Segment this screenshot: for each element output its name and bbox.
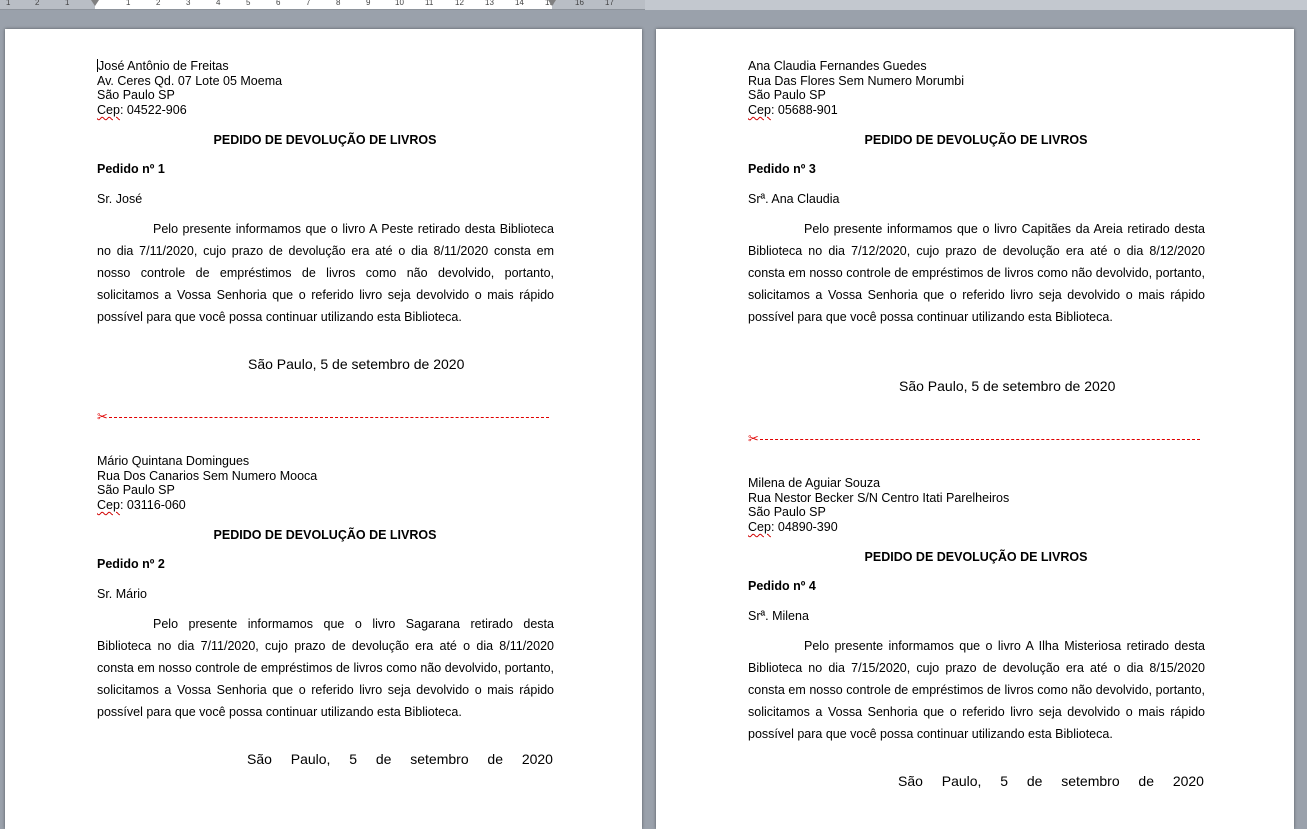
- recipient-name: Milena de Aguiar Souza: [748, 476, 881, 490]
- cep-value: : 05688-901: [770, 102, 838, 117]
- salutation: Srª. Milena: [748, 609, 809, 623]
- ruler-number: 16: [575, 0, 584, 7]
- ruler-number: 13: [485, 0, 494, 7]
- recipient-name: José Antônio de Freitas: [98, 59, 229, 73]
- cep-value: : 04890-390: [770, 519, 838, 534]
- recipient-street: Rua Nestor Becker S/N Centro Itati Parelheiros: [748, 490, 1010, 505]
- letter-title: PEDIDO DE DEVOLUÇÃO DE LIVROS: [864, 550, 1088, 564]
- cep-value: : 03116-060: [119, 497, 186, 512]
- ruler-number: 5: [246, 0, 251, 7]
- recipient-name: Mário Quintana Domingues: [97, 454, 250, 468]
- ruler-right-margin: [552, 0, 645, 9]
- cut-line: [97, 411, 549, 423]
- date-word: de: [375, 751, 392, 767]
- scissors-icon: ✂: [97, 409, 108, 424]
- salutation: Sr. Mário: [97, 587, 148, 601]
- cep-label: Cep: [748, 519, 771, 534]
- order-number: Pedido nº 4: [748, 579, 816, 593]
- recipient-city: São Paulo SP: [97, 483, 175, 498]
- ruler-left-margin: [0, 0, 95, 9]
- ruler-number: 2: [35, 0, 40, 7]
- ruler-number: 15: [545, 0, 554, 7]
- ruler-number: 17: [605, 0, 614, 7]
- letter-date: [748, 773, 1204, 789]
- date-word: 5: [1000, 773, 1009, 789]
- ruler-number: 8: [336, 0, 341, 7]
- date-word: setembro: [1061, 773, 1120, 789]
- letter-body: Pelo presente informamos que o livro Capitães da Areia retirado desta Biblioteca no dia 7/12/2020, cujo prazo de devolução era até o dia 8/12/2020 consta em nosso controle de empréstimos de livros como não devolvido, portanto, solicitamos a Vossa Senhoria que o referido livro seja devolvido o mais rápido possível para que você possa continuar utilizando esta Biblioteca.: [748, 222, 1205, 324]
- date-word: 2020: [521, 751, 553, 767]
- ruler-number: 4: [216, 0, 221, 7]
- letter-date: [97, 751, 553, 767]
- date-word: São: [898, 773, 923, 789]
- letter-body: Pelo presente informamos que o livro A Peste retirado desta Biblioteca no dia 7/11/2020, cujo prazo de devolução era até o dia 8/11/2020 consta em nosso controle de empréstimos de livros como não devolvido, portanto, solicitamos a Vossa Senhoria que o referido livro seja devolvido o mais rápido possível para que você possa continuar utilizando esta Biblioteca.: [97, 222, 554, 324]
- ruler-number: 1: [126, 0, 131, 7]
- address-block: [748, 59, 964, 117]
- cep-value: : 04522-906: [119, 102, 187, 117]
- ruler-number: 9: [366, 0, 371, 7]
- recipient-city: São Paulo SP: [748, 505, 826, 520]
- recipient-name: Ana Claudia Fernandes Guedes: [748, 59, 927, 73]
- ruler-number: 14: [515, 0, 524, 7]
- date-word: de: [487, 751, 503, 767]
- recipient-street: Rua Dos Canarios Sem Numero Mooca: [97, 468, 318, 483]
- cep-label: Cep: [97, 102, 120, 117]
- ruler-gray-area: [645, 0, 1307, 10]
- letter-body: Pelo presente informamos que o livro A Ilha Misteriosa retirado desta Biblioteca no dia 7/15/2020, cujo prazo de devolução era até o dia 8/15/2020 consta em nosso controle de empréstimos de livros como não devolvido, portanto, solicitamos a Vossa Senhoria que o referido livro seja devolvido o mais rápido possível para que você possa continuar utilizando esta Biblioteca.: [748, 639, 1205, 741]
- letter-body: Pelo presente informamos que o livro Sagarana retirado desta Biblioteca no dia 7/11/2020, cujo prazo de devolução era até o dia 8/11/2020 consta em nosso controle de empréstimos de livros como não devolvido, portanto, solicitamos a Vossa Senhoria que o referido livro seja devolvido o mais rápido possível para que você possa continuar utilizando esta Biblioteca.: [97, 617, 554, 719]
- letter-date: São Paulo, 5 de setembro de 2020: [899, 378, 1116, 394]
- date-word: Paulo,: [941, 773, 982, 789]
- ruler-indent-marker[interactable]: [91, 0, 99, 6]
- address-block: [748, 476, 1009, 534]
- horizontal-ruler[interactable]: [0, 0, 645, 10]
- order-number: Pedido nº 3: [748, 162, 816, 176]
- order-number: Pedido nº 2: [97, 557, 165, 571]
- recipient-street: Rua Das Flores Sem Numero Morumbi: [748, 73, 965, 88]
- date-word: São: [247, 751, 272, 767]
- date-word: de: [1026, 773, 1043, 789]
- cut-line: [748, 433, 1200, 445]
- ruler-number: 1: [65, 0, 70, 7]
- date-word: setembro: [410, 751, 469, 767]
- recipient-city: São Paulo SP: [748, 88, 826, 103]
- date-word: de: [1138, 773, 1154, 789]
- address-block: [97, 454, 317, 512]
- scissors-icon: ✂: [748, 431, 759, 446]
- ruler-number: 11: [425, 0, 434, 7]
- cep-label: Cep: [748, 102, 771, 117]
- document-page-1[interactable]: [5, 29, 642, 829]
- ruler-number: 7: [306, 0, 311, 7]
- letter-title: PEDIDO DE DEVOLUÇÃO DE LIVROS: [864, 133, 1088, 147]
- address-block: [97, 59, 282, 117]
- date-word: 2020: [1172, 773, 1204, 789]
- letter-date: São Paulo, 5 de setembro de 2020: [248, 356, 465, 372]
- recipient-street: Av. Ceres Qd. 07 Lote 05 Moema: [97, 73, 283, 88]
- ruler-number: 1: [6, 0, 11, 7]
- ruler-right-indent-marker[interactable]: [548, 0, 556, 6]
- ruler-number: 2: [156, 0, 161, 7]
- cep-label: Cep: [97, 497, 120, 512]
- dashed-line: [109, 417, 549, 418]
- letter-title: PEDIDO DE DEVOLUÇÃO DE LIVROS: [213, 528, 437, 542]
- letter-title: PEDIDO DE DEVOLUÇÃO DE LIVROS: [213, 133, 437, 147]
- dashed-line: [760, 439, 1200, 440]
- ruler-number: 12: [455, 0, 464, 7]
- date-word: Paulo,: [290, 751, 331, 767]
- ruler-number: 6: [276, 0, 281, 7]
- ruler-number: 3: [186, 0, 191, 7]
- ruler-number: 10: [395, 0, 404, 7]
- recipient-city: São Paulo SP: [97, 88, 175, 103]
- salutation: Sr. José: [97, 192, 143, 206]
- date-word: 5: [349, 751, 358, 767]
- order-number: Pedido nº 1: [97, 162, 165, 176]
- salutation: Srª. Ana Claudia: [748, 192, 840, 206]
- document-page-2[interactable]: [656, 29, 1294, 829]
